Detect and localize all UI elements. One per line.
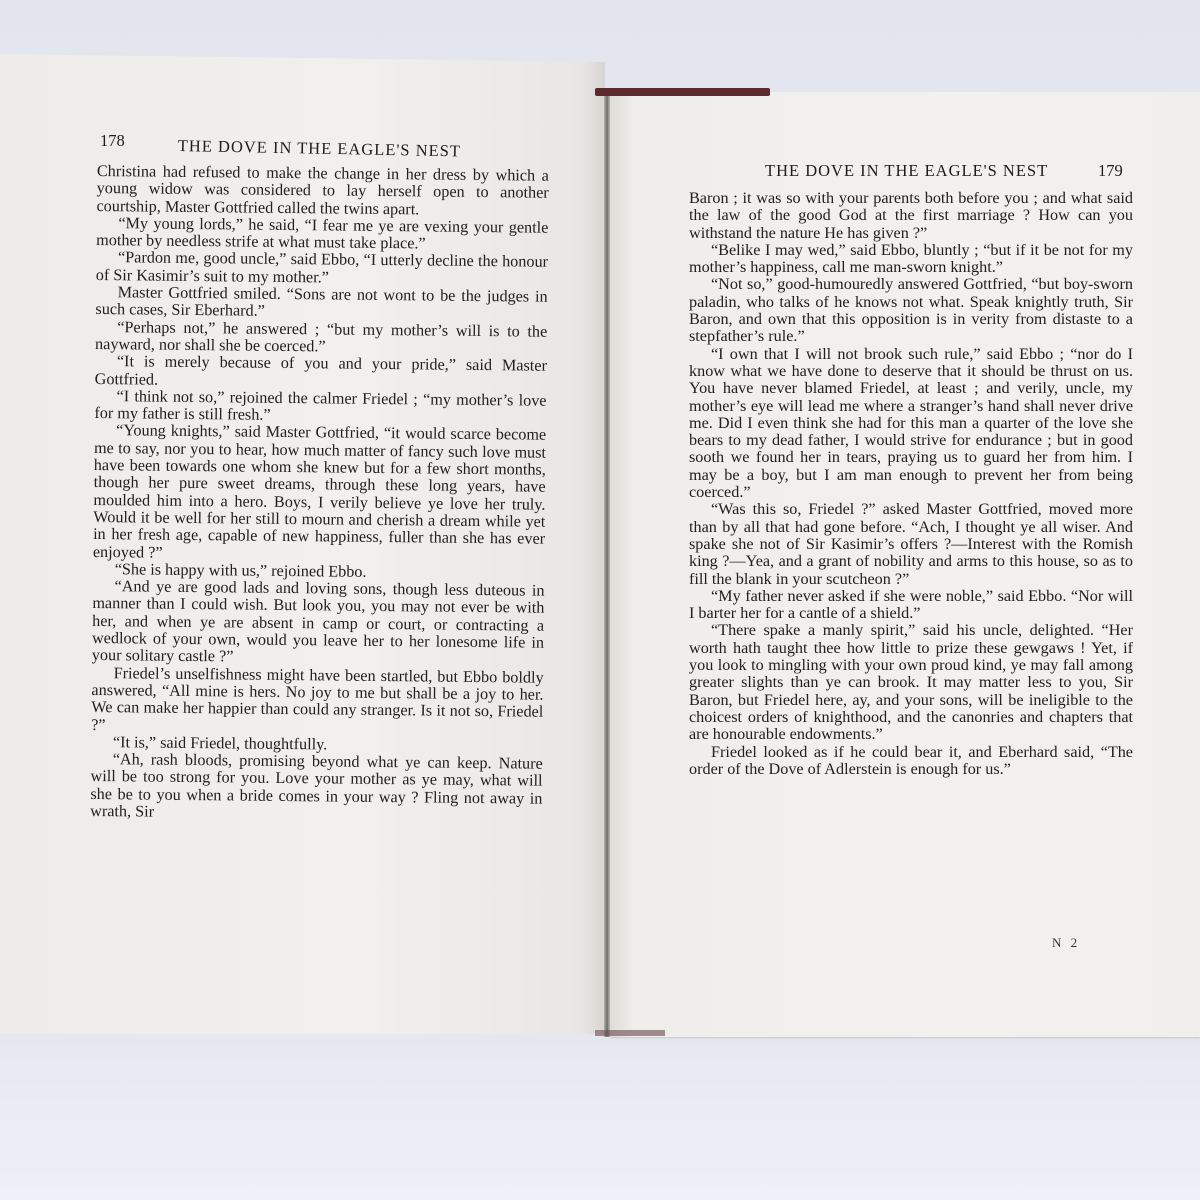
paragraph: “She is happy with us,” rejoined Ebbo. — [114, 560, 367, 581]
signature-mark: N 2 — [1052, 935, 1081, 950]
paragraph: “It is merely because of you and your pride,” said Master Gottfried. — [94, 352, 547, 389]
paragraph: “Belike I may wed,” said Ebbo, bluntly ; “but if it be not for my mother’s happiness, call me man-sworn knight.” — [689, 240, 1133, 277]
paragraph: “There spake a manly spirit,” said his uncle, delighted. “Her worth hath taught thee how little to prize these gewgaws ! Yet, if you look to mingling with your own proud kind, ye may fall among greater slights than ye can brook. It may matter less to you, Sir Baron, but Friedel here, ay, and your sons, will be ineligible to the choicest orders of knighthood, and the canonries and chapters that are honourable endowments.” — [689, 621, 1133, 744]
paragraph: “Was this so, Friedel ?” asked Master Gottfried, moved more than by all that had gone before. “Ach, I thought ye all wiser. And spake she not of Sir Kasimir’s offers ?—Interest with the Romish king ?—Yea, and a grant of nobility and arms to this house, so as to fill the blank in your scutcheon ?” — [689, 500, 1133, 588]
left-running-head: THE DOVE IN THE EAGLE'S NEST — [177, 136, 462, 161]
paragraph: “Not so,” good-humouredly answered Gottfried, “but boy-sworn paladin, who talks of he knows not what. Speak knightly truth, Sir Baron, and own that this opposition is in verity from distaste to a stepfather’s rule.” — [689, 275, 1133, 346]
paragraph: Master Gottfried smiled. “Sons are not wont to be the judges in such cases, Sir Eberhard.” — [95, 283, 548, 321]
paragraph: “Pardon me, good uncle,” said Ebbo, “I utterly decline the honour of Sir Kasimir’s suit to my mother.” — [95, 248, 549, 287]
left-page-number: 178 — [100, 131, 125, 150]
paragraph: “I own that I will not brook such rule,” said Ebbo ; “nor do I know what we have done to deserve that it should be thrust on us. You have never blamed Friedel, at least ; and verily, uncle, my mother’s eye will lead me where a stranger’s hand shall never drive me. Did I even think she had for this man a quarter of the love she bears to my dead father, I would strive for endurance ; but in good sooth we found her in tears, praying us to guard her from him. I may be a boy, but I am man enough to prevent her from being coerced.” — [689, 344, 1133, 502]
paragraph: Christina had refused to make the change in her dress by which a young widow was considered to lay herself open to another courtship, Master Gottfried called the twins apart. — [96, 162, 549, 218]
paragraph: Friedel looked as if he could bear it, and Eberhard said, “The order of the Dove of Adlerstein is enough for us.” — [689, 742, 1133, 778]
paragraph: “Ah, rash bloods, promising beyond what ye can keep. Nature will be too strong for you. Love your mother as ye may, what will she be to you when a bride comes in your way ? Fling not away in wrath, Sir — [90, 750, 543, 821]
paragraph: “My father never asked if she were noble,” said Ebbo. “Nor will I barter her for a cantle of a shield.” — [689, 586, 1133, 623]
paragraph: “My young lords,” he said, “I fear me ye are vexing your gentle mother by needless strife at what must take place.” — [96, 214, 549, 253]
paragraph: Baron ; it was so with your parents both before you ; and what said the law of the good God at the first marriage ? How can you withstand the nature He has given ?” — [689, 189, 1133, 242]
book-spine-bottom — [595, 1030, 665, 1036]
book-gutter — [604, 92, 610, 1037]
paragraph: “And ye are good lads and loving sons, though less duteous in manner than I could wish. But look you, you may not ever be with her, and when ye are absent in camp or court, or contracting a wedlock of your own, would you leave her to her lonesome life in your solitary castle ?” — [91, 577, 545, 666]
paragraph: “It is,” said Friedel, thoughtfully. — [112, 732, 328, 754]
right-page-number: 179 — [1098, 161, 1123, 180]
paragraph: “Young knights,” said Master Gottfried, “it would scarce become me to say, nor you to hear, how much matter of fancy such love must have been towards one whom she knew but for a few short months, though her pure sweet dreams, through these long years, have moulded him into a hero. Boys, I verily believe ye love her truly. Would it be well for her still to mourn and cherish a dream while yet in her fresh age, capable of new happiness, fuller than she has ever enjoyed ?” — [92, 421, 547, 562]
book-spine-top — [595, 88, 770, 96]
paragraph: “Perhaps not,” he answered ; “but my mother’s will is to the nayward, nor shall she be coerced.” — [95, 317, 548, 356]
paragraph: Friedel’s unselfishness might have been startled, but Ebbo boldly answered, “All mine is hers. No joy to me but shall be a joy to her. We can make her happier than could any stranger. Is it not so, Friedel ?” — [91, 663, 544, 734]
left-page-text — [90, 163, 549, 825]
right-page-text — [689, 190, 1133, 778]
right-running-head: THE DOVE IN THE EAGLE'S NEST — [765, 161, 1049, 180]
paragraph: “I think not so,” rejoined the calmer Friedel ; “my mother’s love for my father is still fresh.” — [94, 387, 547, 424]
